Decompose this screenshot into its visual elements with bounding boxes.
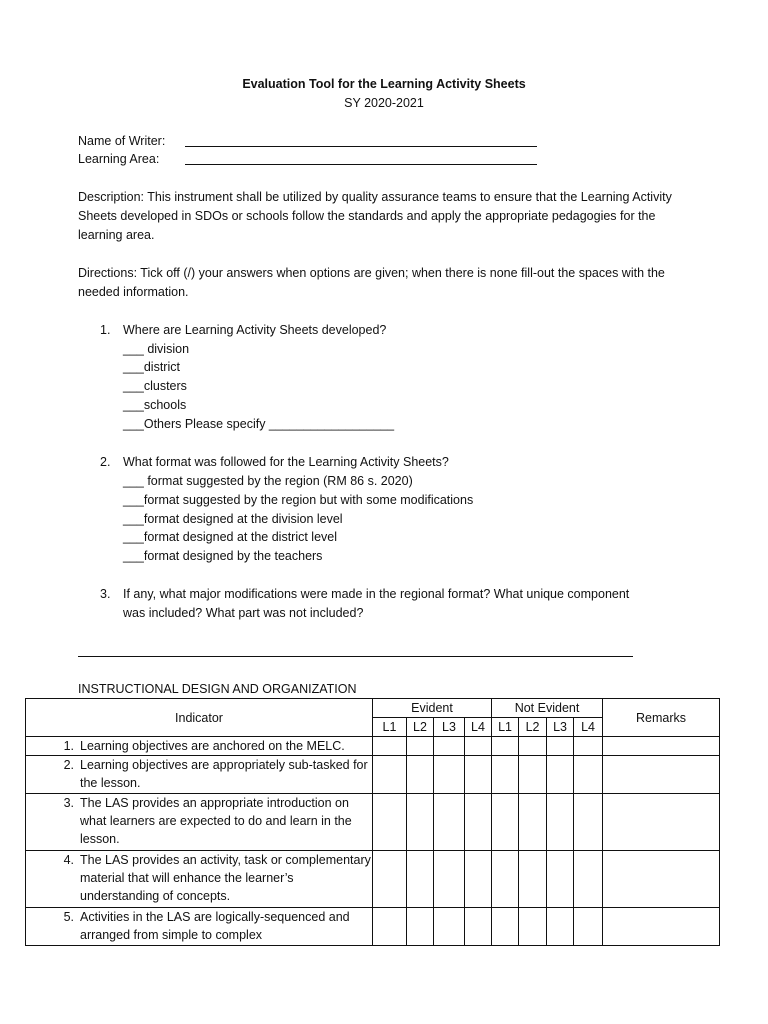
evident-l3-cell[interactable] [434,851,465,908]
description-paragraph: Description: This instrument shall be utilized by quality assurance teams to ensure that the Learning Activity Sheets developed in SDOs or schools follow the standards and apply the appropriate pedagogies for the learning area. [78,190,672,242]
q1-option-others[interactable]: ___Others Please specify __________________ [123,417,395,431]
evident-l3-header: L3 [434,718,465,737]
evident-l4-header: L4 [465,718,492,737]
indicator-cell [26,908,373,946]
writer-label: Name of Writer: [78,134,166,148]
q1-option-schools[interactable]: ___schools [123,398,187,412]
evident-l3-cell[interactable] [434,908,465,946]
evident-l1-header: L1 [373,718,407,737]
remarks-cell[interactable] [603,756,720,794]
evident-l1-cell[interactable] [373,908,407,946]
q2-option-teachers[interactable]: ___format designed by the teachers [123,549,323,563]
not-evident-l1-cell[interactable] [492,908,519,946]
table-row [26,756,720,794]
not-evident-l2-cell[interactable] [519,737,547,756]
not-evident-l1-header: L1 [492,718,519,737]
evident-l2-cell[interactable] [407,794,434,851]
not-evident-l2-cell[interactable] [519,908,547,946]
not-evident-l4-cell[interactable] [574,737,603,756]
indicator-number: 5. [63,910,74,924]
evident-l4-cell[interactable] [465,851,492,908]
indicator-header: Indicator [26,699,373,737]
question-2-number: 2. [100,455,111,469]
not-evident-l1-cell[interactable] [492,794,519,851]
not-evident-l4-header: L4 [574,718,603,737]
indicator-number: 4. [63,853,74,867]
not-evident-l2-cell[interactable] [519,794,547,851]
evident-l4-cell[interactable] [465,794,492,851]
evident-l2-cell[interactable] [407,756,434,794]
evident-l1-cell[interactable] [373,737,407,756]
evident-l4-cell[interactable] [465,737,492,756]
question-3-answer-line[interactable] [78,656,633,657]
evident-l2-cell[interactable] [407,851,434,908]
indicator-text: Activities in the LAS are logically-sequenced and arranged from simple to complex [80,910,350,942]
not-evident-l4-cell[interactable] [574,756,603,794]
not-evident-l4-cell[interactable] [574,908,603,946]
evident-l3-cell[interactable] [434,737,465,756]
indicator-text: Learning objectives are anchored on the MELC. [80,739,345,753]
table-row [26,851,720,908]
writer-blank-line[interactable] [185,146,537,147]
evident-l1-cell[interactable] [373,794,407,851]
directions-paragraph: Directions: Tick off (/) your answers when options are given; when there is none fill-out the spaces with the needed information. [78,266,665,299]
indicator-cell [26,851,373,908]
not-evident-l4-cell[interactable] [574,794,603,851]
section-title: INSTRUCTIONAL DESIGN AND ORGANIZATION [78,682,357,696]
indicator-text: Learning objectives are appropriately sub-tasked for the lesson. [80,758,368,790]
remarks-cell[interactable] [603,851,720,908]
indicator-cell [26,794,373,851]
q2-option-division-level[interactable]: ___format designed at the division level [123,512,343,526]
table-row [26,737,720,756]
evident-l3-cell[interactable] [434,794,465,851]
indicator-number: 2. [63,758,74,772]
not-evident-l3-cell[interactable] [547,908,574,946]
question-3-text: If any, what major modifications were made in the regional format? What unique component was included? What part was not included? [123,587,630,620]
not-evident-l2-cell[interactable] [519,756,547,794]
indicator-cell [26,756,373,794]
q1-option-division[interactable]: ___ division [123,342,190,356]
not-evident-l3-cell[interactable] [547,794,574,851]
document-title: Evaluation Tool for the Learning Activity Sheets [242,77,526,91]
evident-l2-cell[interactable] [407,908,434,946]
learning-area-blank-line[interactable] [185,164,537,165]
q2-option-region-modified[interactable]: ___format suggested by the region but with some modifications [123,493,474,507]
table-row [26,908,720,946]
question-3-number: 3. [100,587,111,601]
remarks-cell[interactable] [603,908,720,946]
not-evident-header: Not Evident [492,699,603,718]
evident-header: Evident [373,699,492,718]
school-year: SY 2020-2021 [344,96,424,110]
evident-l4-cell[interactable] [465,908,492,946]
remarks-cell[interactable] [603,794,720,851]
indicator-cell [26,737,373,756]
q1-option-district[interactable]: ___district [123,360,180,374]
evident-l2-header: L2 [407,718,434,737]
question-1-number: 1. [100,323,111,337]
indicator-text: The LAS provides an activity, task or complementary material that will enhance the learner’s understanding of concepts. [80,853,371,903]
indicator-number: 3. [63,796,74,810]
not-evident-l1-cell[interactable] [492,851,519,908]
evident-l3-cell[interactable] [434,756,465,794]
question-1-text: Where are Learning Activity Sheets developed? [123,323,387,337]
evident-l4-cell[interactable] [465,756,492,794]
not-evident-l3-cell[interactable] [547,756,574,794]
evident-l1-cell[interactable] [373,851,407,908]
not-evident-l3-cell[interactable] [547,737,574,756]
remarks-cell[interactable] [603,737,720,756]
indicator-text: The LAS provides an appropriate introduction on what learners are expected to do and learn in the lesson. [80,796,352,846]
not-evident-l2-header: L2 [519,718,547,737]
q1-option-clusters[interactable]: ___clusters [123,379,187,393]
indicator-number: 1. [63,739,74,753]
not-evident-l2-cell[interactable] [519,851,547,908]
table-row [26,794,720,851]
not-evident-l1-cell[interactable] [492,756,519,794]
question-2-text: What format was followed for the Learning Activity Sheets? [123,455,449,469]
not-evident-l3-header: L3 [547,718,574,737]
evident-l2-cell[interactable] [407,737,434,756]
remarks-header: Remarks [603,699,720,737]
not-evident-l1-cell[interactable] [492,737,519,756]
rubric-table [25,698,720,946]
q2-option-region-format[interactable]: ___ format suggested by the region (RM 86 s. 2020) [123,474,413,488]
learning-area-label: Learning Area: [78,152,160,166]
evident-l1-cell[interactable] [373,756,407,794]
not-evident-l4-cell[interactable] [574,851,603,908]
not-evident-l3-cell[interactable] [547,851,574,908]
q2-option-district-level[interactable]: ___format designed at the district level [123,530,338,544]
